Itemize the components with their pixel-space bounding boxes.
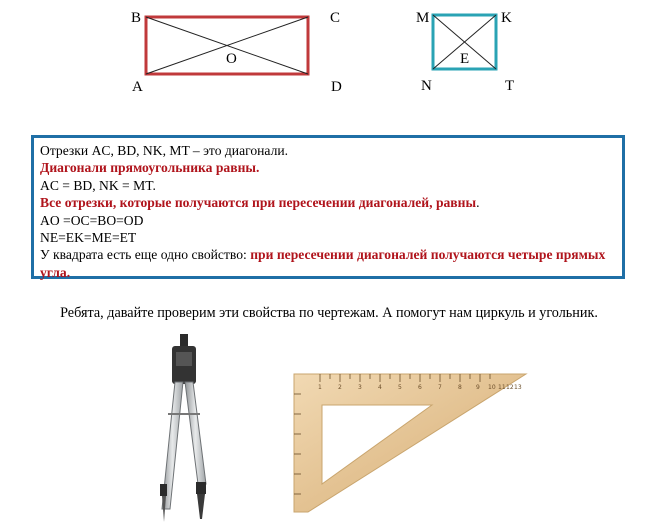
vertex-label-t: T [505, 78, 515, 94]
ruler-tick-10: 10 [488, 384, 496, 391]
wooden-set-square-image [292, 372, 532, 517]
text-equalities-1: AC = BD, NK = MT. [40, 177, 156, 193]
vertex-label-m: M [416, 10, 430, 26]
ruler-tick-11: 11 [498, 384, 506, 391]
text-equalities-3: NE=EK=ME=ET [40, 230, 137, 246]
vertex-label-a: A [132, 79, 143, 95]
ruler-tick-6: 6 [418, 384, 422, 391]
text-equalities-2: AO =OC=BO=OD [40, 212, 144, 228]
text-segments-rule-bold: Все отрезки, которые получаются при пересечении диагоналей, равны [40, 195, 477, 211]
vertex-label-d: D [331, 79, 342, 95]
vertex-label-k: K [501, 10, 512, 26]
text-segments-rule [40, 194, 616, 211]
vertex-label-c: C [330, 10, 341, 26]
drawing-compass-image [148, 334, 228, 524]
ruler-tick-7: 7 [438, 384, 442, 391]
ruler-tick-9: 9 [476, 384, 480, 391]
ruler-tick-4: 4 [378, 384, 382, 391]
text-square-property-bold: при пересечении диагоналей получаются четыре прямых угла. [40, 247, 606, 280]
ruler-tick-5: 5 [398, 384, 402, 391]
ruler-tick-12: 12 [506, 384, 514, 391]
text-diagonals: Отрезки AC, BD, NK, MT – это диагонали. [40, 143, 289, 158]
center-label-o: O [226, 51, 237, 67]
ruler-tick-1: 1 [318, 384, 322, 391]
text-square-property [40, 246, 616, 281]
vertex-label-b: B [131, 10, 142, 26]
ruler-tick-8: 8 [458, 384, 462, 391]
ruler-tick-2: 2 [338, 384, 342, 391]
properties-box [31, 135, 625, 279]
text-period: . [476, 195, 480, 211]
ruler-tick-3: 3 [358, 384, 362, 391]
text-square-property-plain: У квадрата есть еще одно свойство: [40, 247, 251, 263]
rectangle-diagram [0, 0, 658, 100]
center-label-e: E [460, 51, 470, 67]
ruler-tick-13: 13 [514, 384, 522, 391]
text-diagonals-equal: Диагонали прямоугольника равны. [40, 160, 260, 176]
instruction-caption: Ребята, давайте проверим эти свойства по чертежам. А помогут нам циркуль и угольник. [60, 305, 598, 321]
vertex-label-n: N [421, 78, 432, 94]
